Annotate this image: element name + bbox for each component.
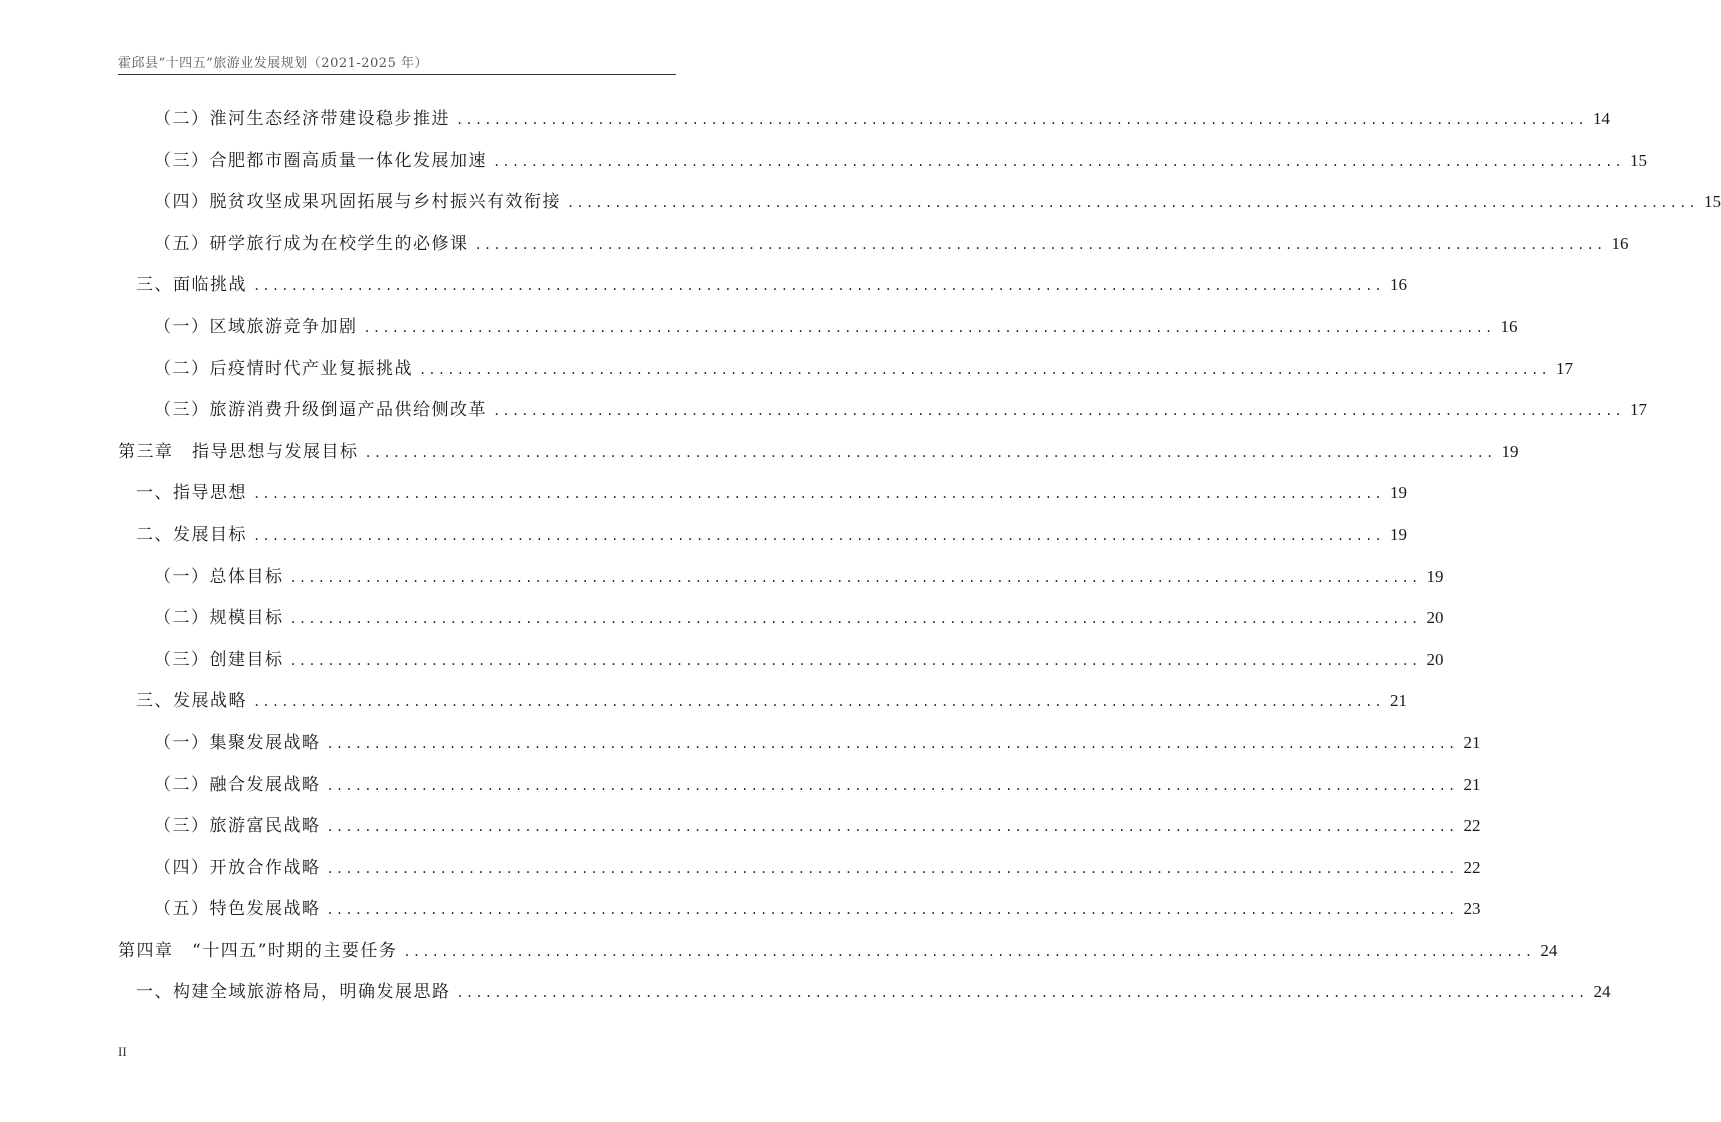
dot-leader: ........................................................................................................................ (253, 695, 1384, 710)
toc-entry-label: 一、构建全域旅游格局，明确发展思路 (136, 982, 451, 1003)
dot-leader: ........................................................................................................................ (253, 528, 1384, 543)
dot-leader: ........................................................................................................................ (419, 362, 1550, 377)
toc-entry-label: 三、面临挑战 (136, 275, 247, 296)
toc-entry-label: （五）特色发展战略 (154, 899, 321, 920)
toc-entry-page: 21 (1463, 732, 1481, 752)
toc-entry[interactable] (118, 264, 1407, 306)
toc-entry-page: 21 (1389, 691, 1407, 711)
toc-entry[interactable] (118, 639, 1444, 681)
dot-leader: ........................................................................................................................ (253, 487, 1384, 502)
toc-entry-label: （三）合肥都市圈高质量一体化发展加速 (154, 150, 487, 171)
dot-leader: ........................................................................................................................ (456, 113, 1587, 127)
toc-entry-label: （二）淮河生态经济带建设稳步推进 (154, 109, 450, 129)
toc-entry[interactable] (118, 223, 1629, 265)
toc-entry[interactable] (118, 971, 1611, 1013)
toc-entry[interactable] (118, 930, 1558, 972)
dot-leader: ........................................................................................................................ (289, 612, 1421, 627)
toc-entry-label: （三）旅游富民战略 (154, 816, 321, 837)
toc-entry-label: （三）创建目标 (154, 649, 284, 670)
dot-leader: ........................................................................................................................ (474, 237, 1606, 252)
dot-leader: ........................................................................................................................ (326, 736, 1458, 751)
toc-entry-page: 20 (1426, 608, 1444, 628)
toc-entry-label: 第三章 指导思想与发展目标 (118, 441, 359, 462)
dot-leader: ........................................................................................................................ (493, 154, 1624, 169)
toc-entry-page: 21 (1463, 774, 1481, 794)
table-of-contents (118, 98, 1721, 1013)
header-rule (118, 74, 676, 75)
toc-entry-label: （三）旅游消费升级倒逼产品供给侧改革 (154, 400, 487, 421)
toc-entry-page: 16 (1500, 316, 1518, 336)
dot-leader: ........................................................................................................................ (326, 820, 1458, 835)
dot-leader: ........................................................................................................................ (326, 778, 1458, 793)
toc-entry-page: 23 (1463, 899, 1481, 919)
toc-entry-label: （一）集聚发展战略 (154, 732, 321, 753)
toc-entry-page: 19 (1426, 566, 1444, 586)
toc-entry-label: 二、发展目标 (136, 524, 247, 545)
toc-entry-page: 15 (1629, 150, 1647, 170)
page-number: II (118, 1044, 127, 1059)
toc-entry-page: 19 (1389, 483, 1407, 503)
toc-entry-page: 17 (1629, 400, 1647, 420)
toc-entry[interactable] (118, 181, 1721, 223)
toc-entry-label: （四）开放合作战略 (154, 857, 321, 878)
toc-entry-page: 24 (1593, 982, 1611, 1002)
toc-entry[interactable] (118, 847, 1481, 889)
dot-leader: ........................................................................................................................ (253, 279, 1384, 294)
dot-leader: ........................................................................................................................ (364, 445, 1496, 460)
dot-leader: ........................................................................................................................ (289, 653, 1421, 668)
toc-entry[interactable] (118, 888, 1481, 930)
toc-entry[interactable] (118, 98, 1610, 140)
toc-entry[interactable] (118, 722, 1481, 764)
toc-entry-page: 19 (1501, 441, 1519, 461)
toc-entry[interactable] (118, 805, 1481, 847)
toc-entry-label: 三、发展战略 (136, 691, 247, 712)
toc-entry-page: 15 (1703, 192, 1721, 212)
toc-entry[interactable] (118, 348, 1573, 390)
toc-entry[interactable] (118, 556, 1444, 598)
dot-leader: ........................................................................................................................ (326, 903, 1458, 918)
toc-entry[interactable] (118, 389, 1647, 431)
toc-entry-page: 16 (1389, 275, 1407, 295)
toc-entry[interactable] (118, 597, 1444, 639)
dot-leader: ........................................................................................................................ (403, 944, 1535, 959)
dot-leader: ........................................................................................................................ (493, 404, 1624, 419)
toc-entry-label: （二）后疫情时代产业复振挑战 (154, 358, 413, 379)
dot-leader: ........................................................................................................................ (456, 986, 1588, 1001)
dot-leader: ........................................................................................................................ (289, 570, 1421, 585)
toc-entry[interactable] (118, 140, 1647, 182)
toc-entry-label: （一）区域旅游竞争加剧 (154, 316, 358, 337)
toc-entry-page: 14 (1592, 109, 1610, 128)
toc-entry-page: 19 (1389, 524, 1407, 544)
dot-leader: ........................................................................................................................ (326, 861, 1458, 876)
toc-entry[interactable] (118, 764, 1481, 806)
toc-entry[interactable] (118, 514, 1407, 556)
toc-entry-page: 17 (1555, 358, 1573, 378)
dot-leader: ........................................................................................................................ (363, 320, 1495, 335)
toc-entry-label: （一）总体目标 (154, 566, 284, 587)
toc-entry[interactable] (118, 431, 1519, 473)
toc-entry[interactable] (118, 472, 1407, 514)
toc-entry[interactable] (118, 306, 1518, 348)
toc-entry-page: 16 (1611, 233, 1629, 253)
toc-entry-label: （四）脱贫攻坚成果巩固拓展与乡村振兴有效衔接 (154, 192, 561, 213)
toc-entry-label: （五）研学旅行成为在校学生的必修课 (154, 233, 469, 254)
toc-entry-label: 第四章 “十四五”时期的主要任务 (118, 940, 398, 961)
dot-leader: ........................................................................................................................ (567, 196, 1698, 211)
toc-entry-label: 一、指导思想 (136, 483, 247, 504)
toc-entry-page: 22 (1463, 816, 1481, 836)
toc-entry-page: 24 (1540, 940, 1558, 960)
running-header: 霍邱县“十四五”旅游业发展规划（2021-2025 年） (118, 56, 428, 71)
toc-entry[interactable] (118, 680, 1407, 722)
toc-entry-page: 22 (1463, 857, 1481, 877)
toc-entry-label: （二）融合发展战略 (154, 774, 321, 795)
toc-entry-label: （二）规模目标 (154, 608, 284, 629)
toc-entry-page: 20 (1426, 649, 1444, 669)
